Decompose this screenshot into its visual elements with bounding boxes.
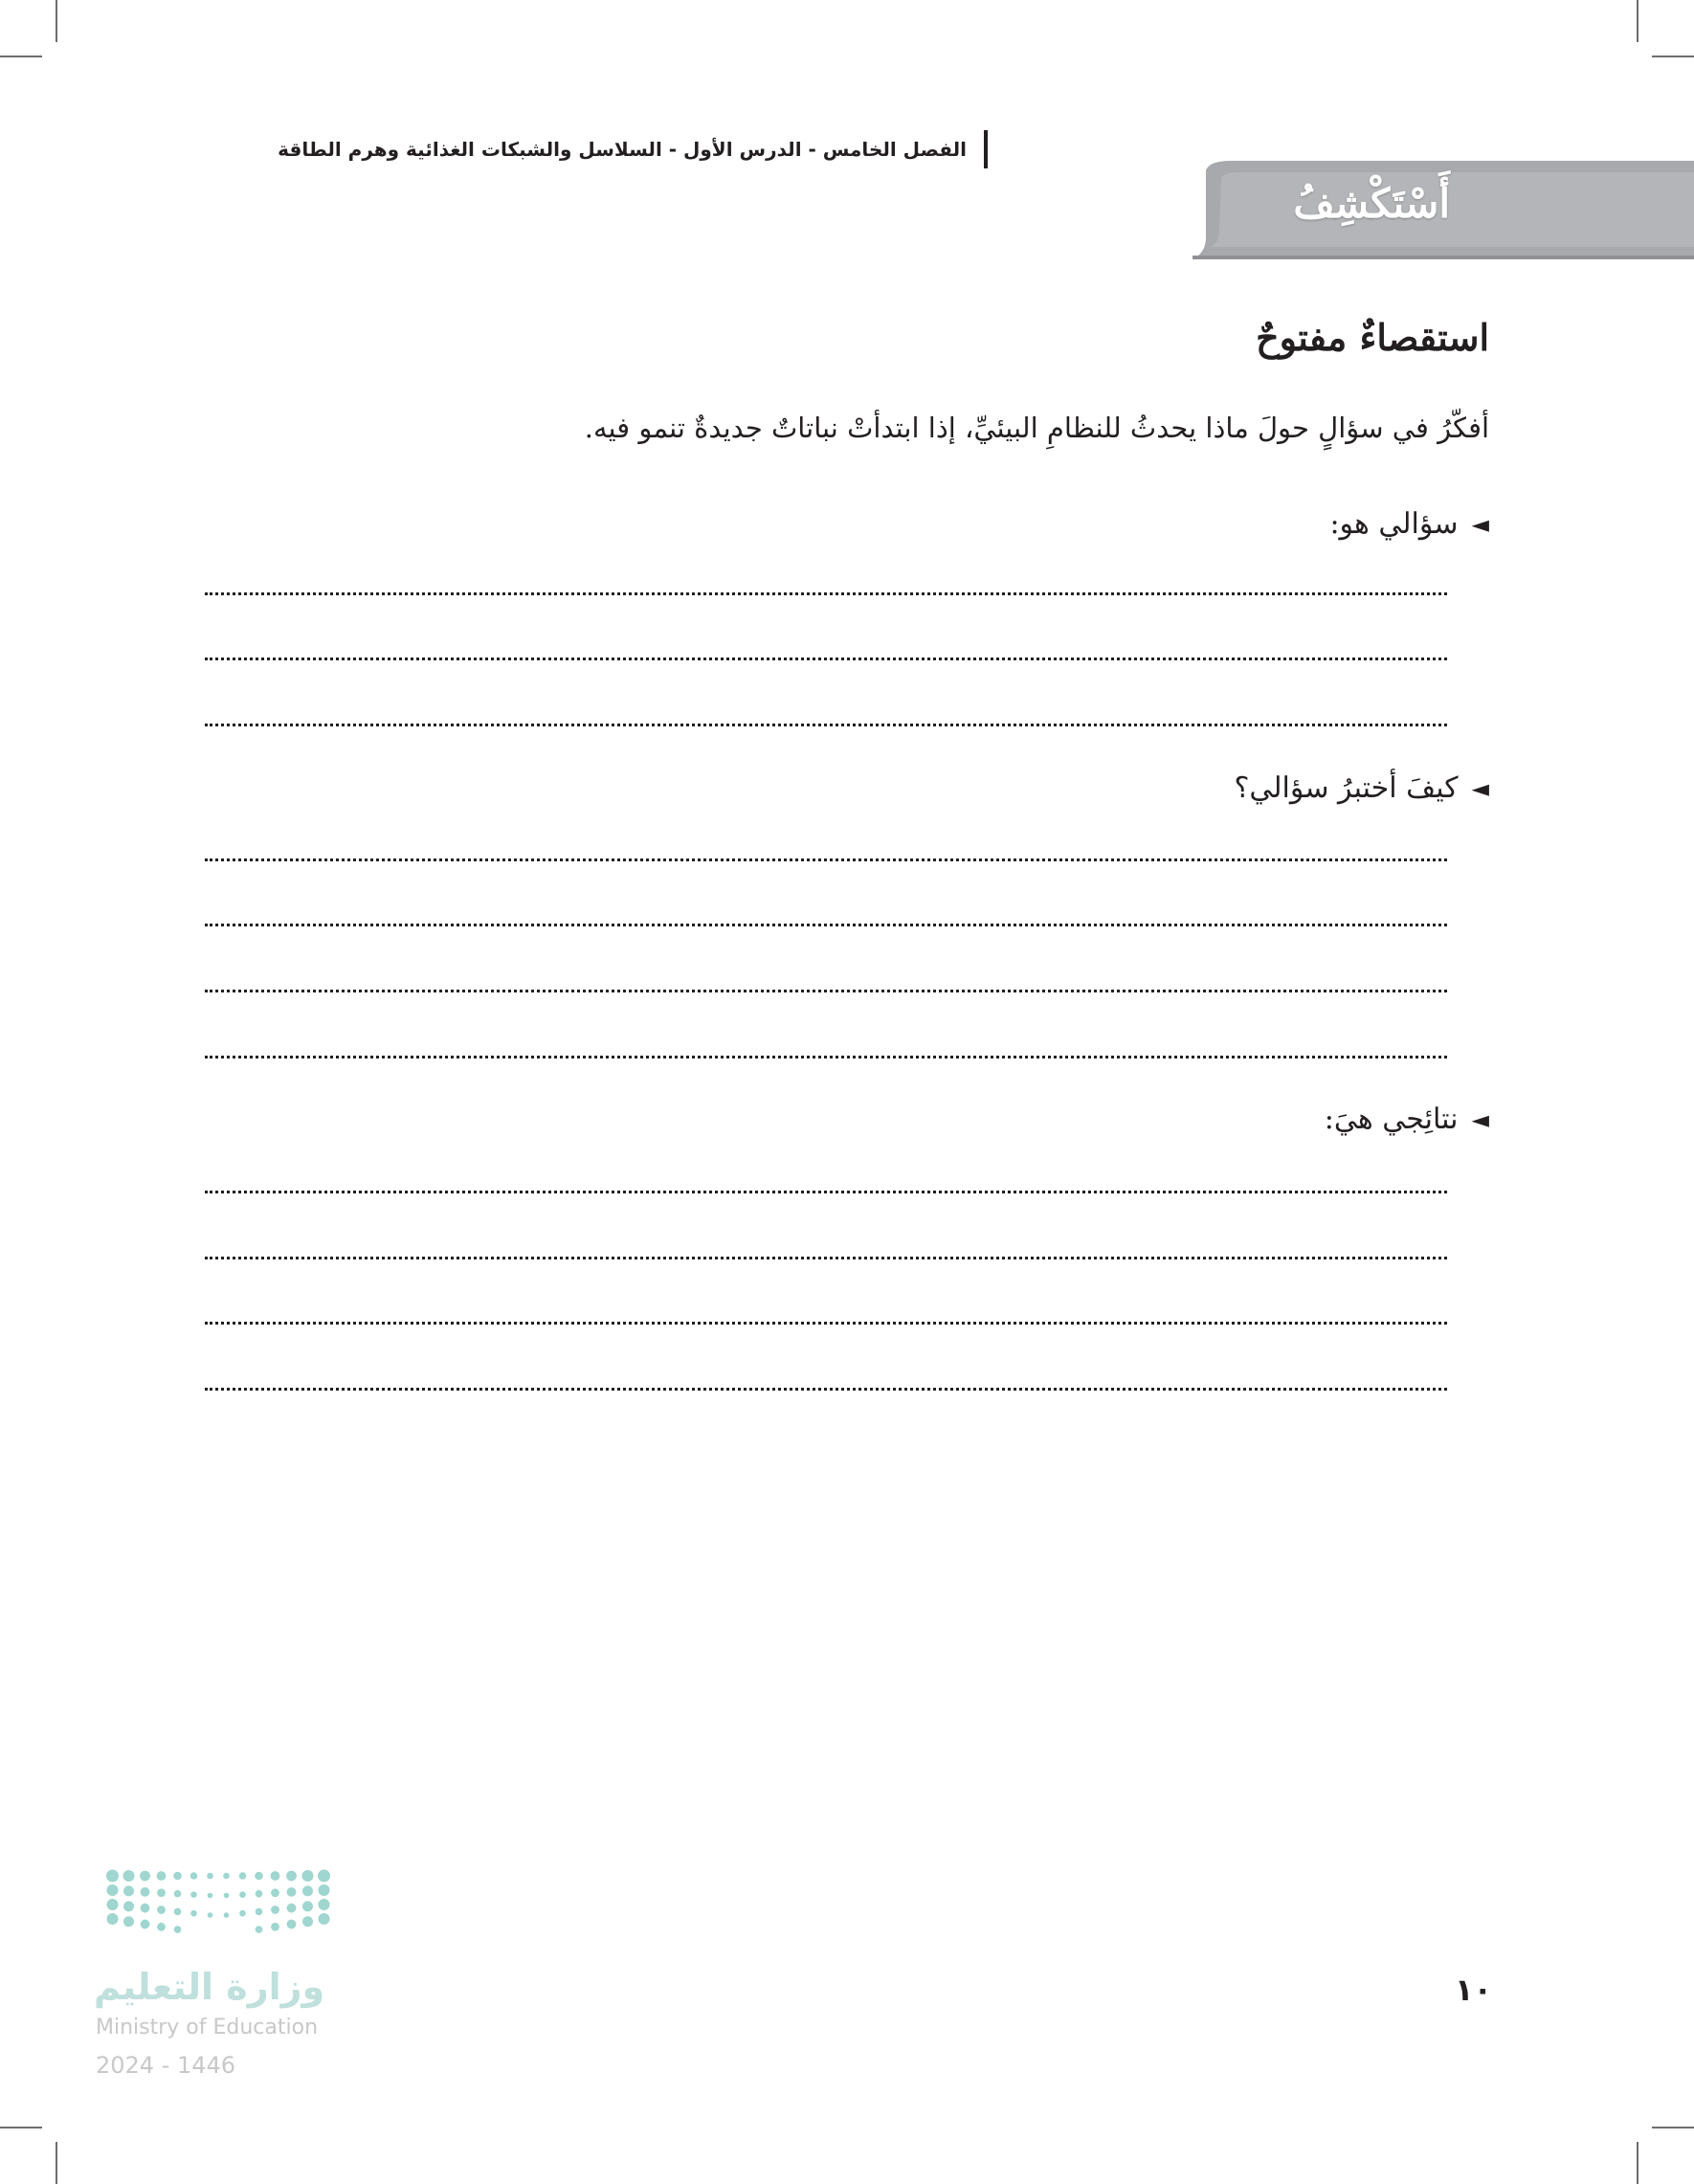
ministry-name-english: Ministry of Education xyxy=(96,2016,319,2039)
logo-dot xyxy=(123,1901,134,1911)
answer-line[interactable] xyxy=(205,990,1447,992)
answer-line[interactable] xyxy=(205,1322,1447,1325)
logo-dot xyxy=(157,1923,166,1931)
crop-mark xyxy=(0,56,42,57)
logo-dot xyxy=(302,1901,313,1911)
logo-dot xyxy=(319,1899,330,1910)
answer-line[interactable] xyxy=(205,1191,1447,1193)
logo-dot xyxy=(207,1873,213,1880)
logo-dot xyxy=(106,1870,119,1883)
logo-dot xyxy=(256,1890,263,1898)
logo-dot xyxy=(271,1888,279,1897)
question-label: نتائِجي هيَ: xyxy=(1324,1103,1459,1136)
answer-line[interactable] xyxy=(205,924,1447,926)
pointer-arrow-icon: ◄ xyxy=(1471,510,1489,538)
logo-dot xyxy=(319,1884,330,1896)
answer-line[interactable] xyxy=(205,592,1447,595)
logo-dot xyxy=(140,1871,150,1882)
logo-dot xyxy=(271,1923,279,1931)
logo-dot xyxy=(123,1870,135,1882)
question-my-results xyxy=(1325,1103,1489,1136)
logo-dot xyxy=(302,1870,314,1882)
logo-dot xyxy=(239,1891,246,1898)
crop-mark xyxy=(1637,2142,1638,2184)
logo-dot xyxy=(123,1916,134,1927)
logo-dot xyxy=(287,1887,297,1897)
crop-mark xyxy=(56,0,57,42)
logo-dot xyxy=(123,1885,134,1896)
logo-dot xyxy=(256,1908,263,1916)
logo-dot xyxy=(255,1872,263,1881)
running-header: الفصل الخامس - الدرس الأول - السلاسل والشبكات الغذائية وهرم الطاقة xyxy=(278,130,988,168)
pointer-arrow-icon: ◄ xyxy=(1471,774,1489,802)
logo-dot xyxy=(107,1899,119,1910)
logo-dot xyxy=(174,1908,182,1916)
logo-dot xyxy=(174,1890,182,1898)
question-label: سؤالي هو: xyxy=(1329,507,1459,541)
logo-dot xyxy=(271,1905,279,1914)
logo-dot xyxy=(107,1913,119,1925)
logo-dot xyxy=(157,1905,166,1914)
activity-title: استقصاءٌ مفتوحٌ xyxy=(1256,316,1489,359)
logo-dot xyxy=(190,1910,197,1917)
pointer-arrow-icon: ◄ xyxy=(1471,1105,1489,1133)
crop-mark xyxy=(1652,56,1694,57)
logo-dot xyxy=(287,1920,297,1929)
answer-line[interactable] xyxy=(205,1388,1447,1391)
logo-dot xyxy=(107,1884,119,1896)
logo-dot xyxy=(319,1913,330,1925)
page-number: ١٠ xyxy=(1455,1972,1493,2008)
logo-dot xyxy=(208,1912,213,1918)
ministry-name-arabic: وزارة التعليم xyxy=(94,1966,325,2008)
edition-year: 2024 - 1446 xyxy=(96,2052,236,2079)
logo-dot xyxy=(256,1926,263,1933)
activity-prompt: أفكّرُ في سؤالٍ حولَ ماذا يحدثُ للنظامِ البيئيِّ، إذا ابتدأتْ نباتاتٌ جديدةٌ تنمو فيه. xyxy=(584,412,1489,444)
section-tab xyxy=(1192,161,1694,259)
logo-dot xyxy=(174,1926,182,1933)
question-my-question xyxy=(1329,507,1489,541)
logo-dot xyxy=(208,1893,213,1899)
logo-dot xyxy=(302,1885,313,1896)
crop-mark xyxy=(1637,0,1638,42)
logo-dot xyxy=(287,1904,297,1913)
logo-dot xyxy=(223,1873,230,1880)
logo-dot xyxy=(157,1888,166,1897)
logo-dot xyxy=(157,1871,167,1881)
answer-line[interactable] xyxy=(205,724,1447,726)
crop-mark xyxy=(0,2127,42,2128)
question-label: كيفَ أختبرُ سؤالي؟ xyxy=(1234,771,1459,805)
logo-dot xyxy=(239,1872,247,1880)
answer-line[interactable] xyxy=(205,858,1447,861)
answer-line[interactable] xyxy=(205,657,1447,660)
logo-dot xyxy=(302,1916,313,1927)
answer-line[interactable] xyxy=(205,1257,1447,1259)
logo-dot xyxy=(141,1920,150,1929)
crop-mark xyxy=(1652,2127,1694,2128)
crop-mark xyxy=(56,2142,57,2184)
logo-dot xyxy=(190,1872,198,1880)
logo-dot xyxy=(141,1904,150,1913)
section-tab-label: أَسْتَكْشِفُ xyxy=(1293,180,1450,227)
logo-dot xyxy=(271,1871,280,1881)
question-how-test xyxy=(1234,771,1489,805)
logo-dot xyxy=(224,1912,230,1918)
logo-dot xyxy=(224,1893,230,1899)
logo-dot xyxy=(239,1910,246,1917)
logo-dot xyxy=(141,1887,150,1897)
logo-dot xyxy=(318,1870,330,1883)
logo-dot xyxy=(190,1891,197,1898)
logo-dot xyxy=(286,1871,297,1882)
logo-dot xyxy=(173,1872,182,1881)
answer-line[interactable] xyxy=(205,1056,1447,1059)
